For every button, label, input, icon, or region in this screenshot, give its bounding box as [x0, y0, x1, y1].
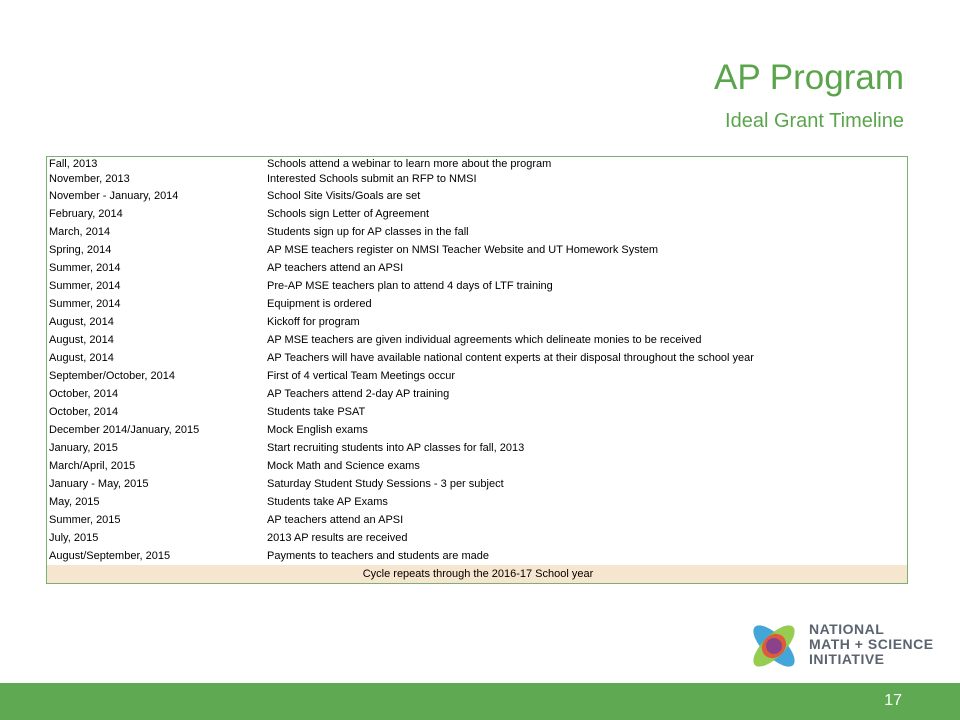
timeline-event: Payments to teachers and students are made: [267, 550, 489, 562]
timeline-event: Students take AP Exams: [267, 496, 388, 508]
timeline-event: Schools sign Letter of Agreement: [267, 208, 430, 220]
logo-line-1: NATIONAL: [809, 621, 885, 637]
table-footer-row: [47, 565, 908, 584]
timeline-event: Start recruiting students into AP classes for fall, 2013: [267, 442, 525, 454]
timeline-event: First of 4 vertical Team Meetings occur: [267, 370, 456, 382]
table-row: [47, 157, 908, 173]
timeline-event: Pre-AP MSE teachers plan to attend 4 days of LTF training: [267, 280, 553, 292]
timeline-event: 2013 AP results are received: [267, 532, 408, 544]
timeline-event: Interested Schools submit an RFP to NMSI: [267, 173, 477, 185]
timeline-date: August, 2014: [49, 352, 114, 364]
timeline-event: Schools attend a webinar to learn more about the program: [267, 158, 552, 170]
timeline-event: AP Teachers will have available national content experts at their disposal throughout the school year: [267, 352, 754, 364]
slide-subtitle: Ideal Grant Timeline: [725, 110, 904, 132]
timeline-event: AP teachers attend an APSI: [267, 514, 404, 526]
table-row: [47, 529, 908, 547]
timeline-date: February, 2014: [49, 208, 123, 220]
timeline-date: January - May, 2015: [49, 478, 149, 490]
timeline-date: December 2014/January, 2015: [49, 424, 200, 436]
timeline-date: Summer, 2015: [49, 514, 121, 526]
timeline-date: September/October, 2014: [49, 370, 175, 382]
timeline-event: AP teachers attend an APSI: [267, 262, 404, 274]
timeline-date: Summer, 2014: [49, 280, 121, 292]
timeline-date: November, 2013: [49, 173, 130, 185]
timeline-event: School Site Visits/Goals are set: [267, 190, 421, 202]
table-row: [47, 313, 908, 331]
timeline-date: August, 2014: [49, 316, 114, 328]
timeline-event: Kickoff for program: [267, 316, 360, 328]
timeline-date: Summer, 2014: [49, 298, 121, 310]
timeline-date: Spring, 2014: [49, 244, 112, 256]
table-row: [47, 241, 908, 259]
nmsi-logo-text: [809, 622, 934, 667]
table-row: [47, 223, 908, 241]
timeline-event: Saturday Student Study Sessions - 3 per subject: [267, 478, 504, 490]
nmsi-logo-icon: [744, 618, 804, 674]
timeline-date: October, 2014: [49, 388, 119, 400]
page-number: 17: [884, 692, 902, 709]
table-row: [47, 511, 908, 529]
timeline-event: Mock English exams: [267, 424, 368, 436]
timeline-date: May, 2015: [49, 496, 100, 508]
table-row: [47, 403, 908, 421]
timeline-event: Equipment is ordered: [267, 298, 372, 310]
table-row: [47, 547, 908, 565]
timeline-date: October, 2014: [49, 406, 119, 418]
timeline-date: March, 2014: [49, 226, 111, 238]
table-row: [47, 421, 908, 439]
table-row: [47, 331, 908, 349]
table-row: [47, 493, 908, 511]
timeline-event: Students take PSAT: [267, 406, 366, 418]
timeline-date: Summer, 2014: [49, 262, 121, 274]
table-row: [47, 475, 908, 493]
timeline-event: Mock Math and Science exams: [267, 460, 420, 472]
timeline-date: July, 2015: [49, 532, 99, 544]
footer-bar: [0, 683, 960, 720]
timeline-table: [46, 156, 908, 584]
timeline-date: Fall, 2013: [49, 158, 98, 170]
slide-title: AP Program: [714, 58, 904, 97]
table-row: [47, 439, 908, 457]
table-row: [47, 295, 908, 313]
table-row: [47, 277, 908, 295]
timeline-date: January, 2015: [49, 442, 118, 454]
logo-line-2: MATH + SCIENCE: [809, 636, 934, 652]
table-row: [47, 172, 908, 187]
table-row: [47, 457, 908, 475]
timeline-date: November - January, 2014: [49, 190, 179, 202]
timeline-date: August, 2014: [49, 334, 114, 346]
timeline-date: March/April, 2015: [49, 460, 136, 472]
timeline-event: AP MSE teachers register on NMSI Teacher Website and UT Homework System: [267, 244, 659, 256]
table-row: [47, 349, 908, 367]
table-row: [47, 205, 908, 223]
table-row: [47, 385, 908, 403]
logo-line-3: INITIATIVE: [809, 651, 885, 667]
table-row: [47, 259, 908, 277]
table-row: [47, 367, 908, 385]
timeline-date: August/September, 2015: [49, 550, 171, 562]
timeline-event: AP Teachers attend 2-day AP training: [267, 388, 450, 400]
table-row: [47, 187, 908, 205]
cycle-note: Cycle repeats through the 2016-17 School year: [47, 565, 908, 584]
timeline-event: Students sign up for AP classes in the fall: [267, 226, 469, 238]
timeline-event: AP MSE teachers are given individual agreements which delineate monies to be received: [267, 334, 702, 346]
